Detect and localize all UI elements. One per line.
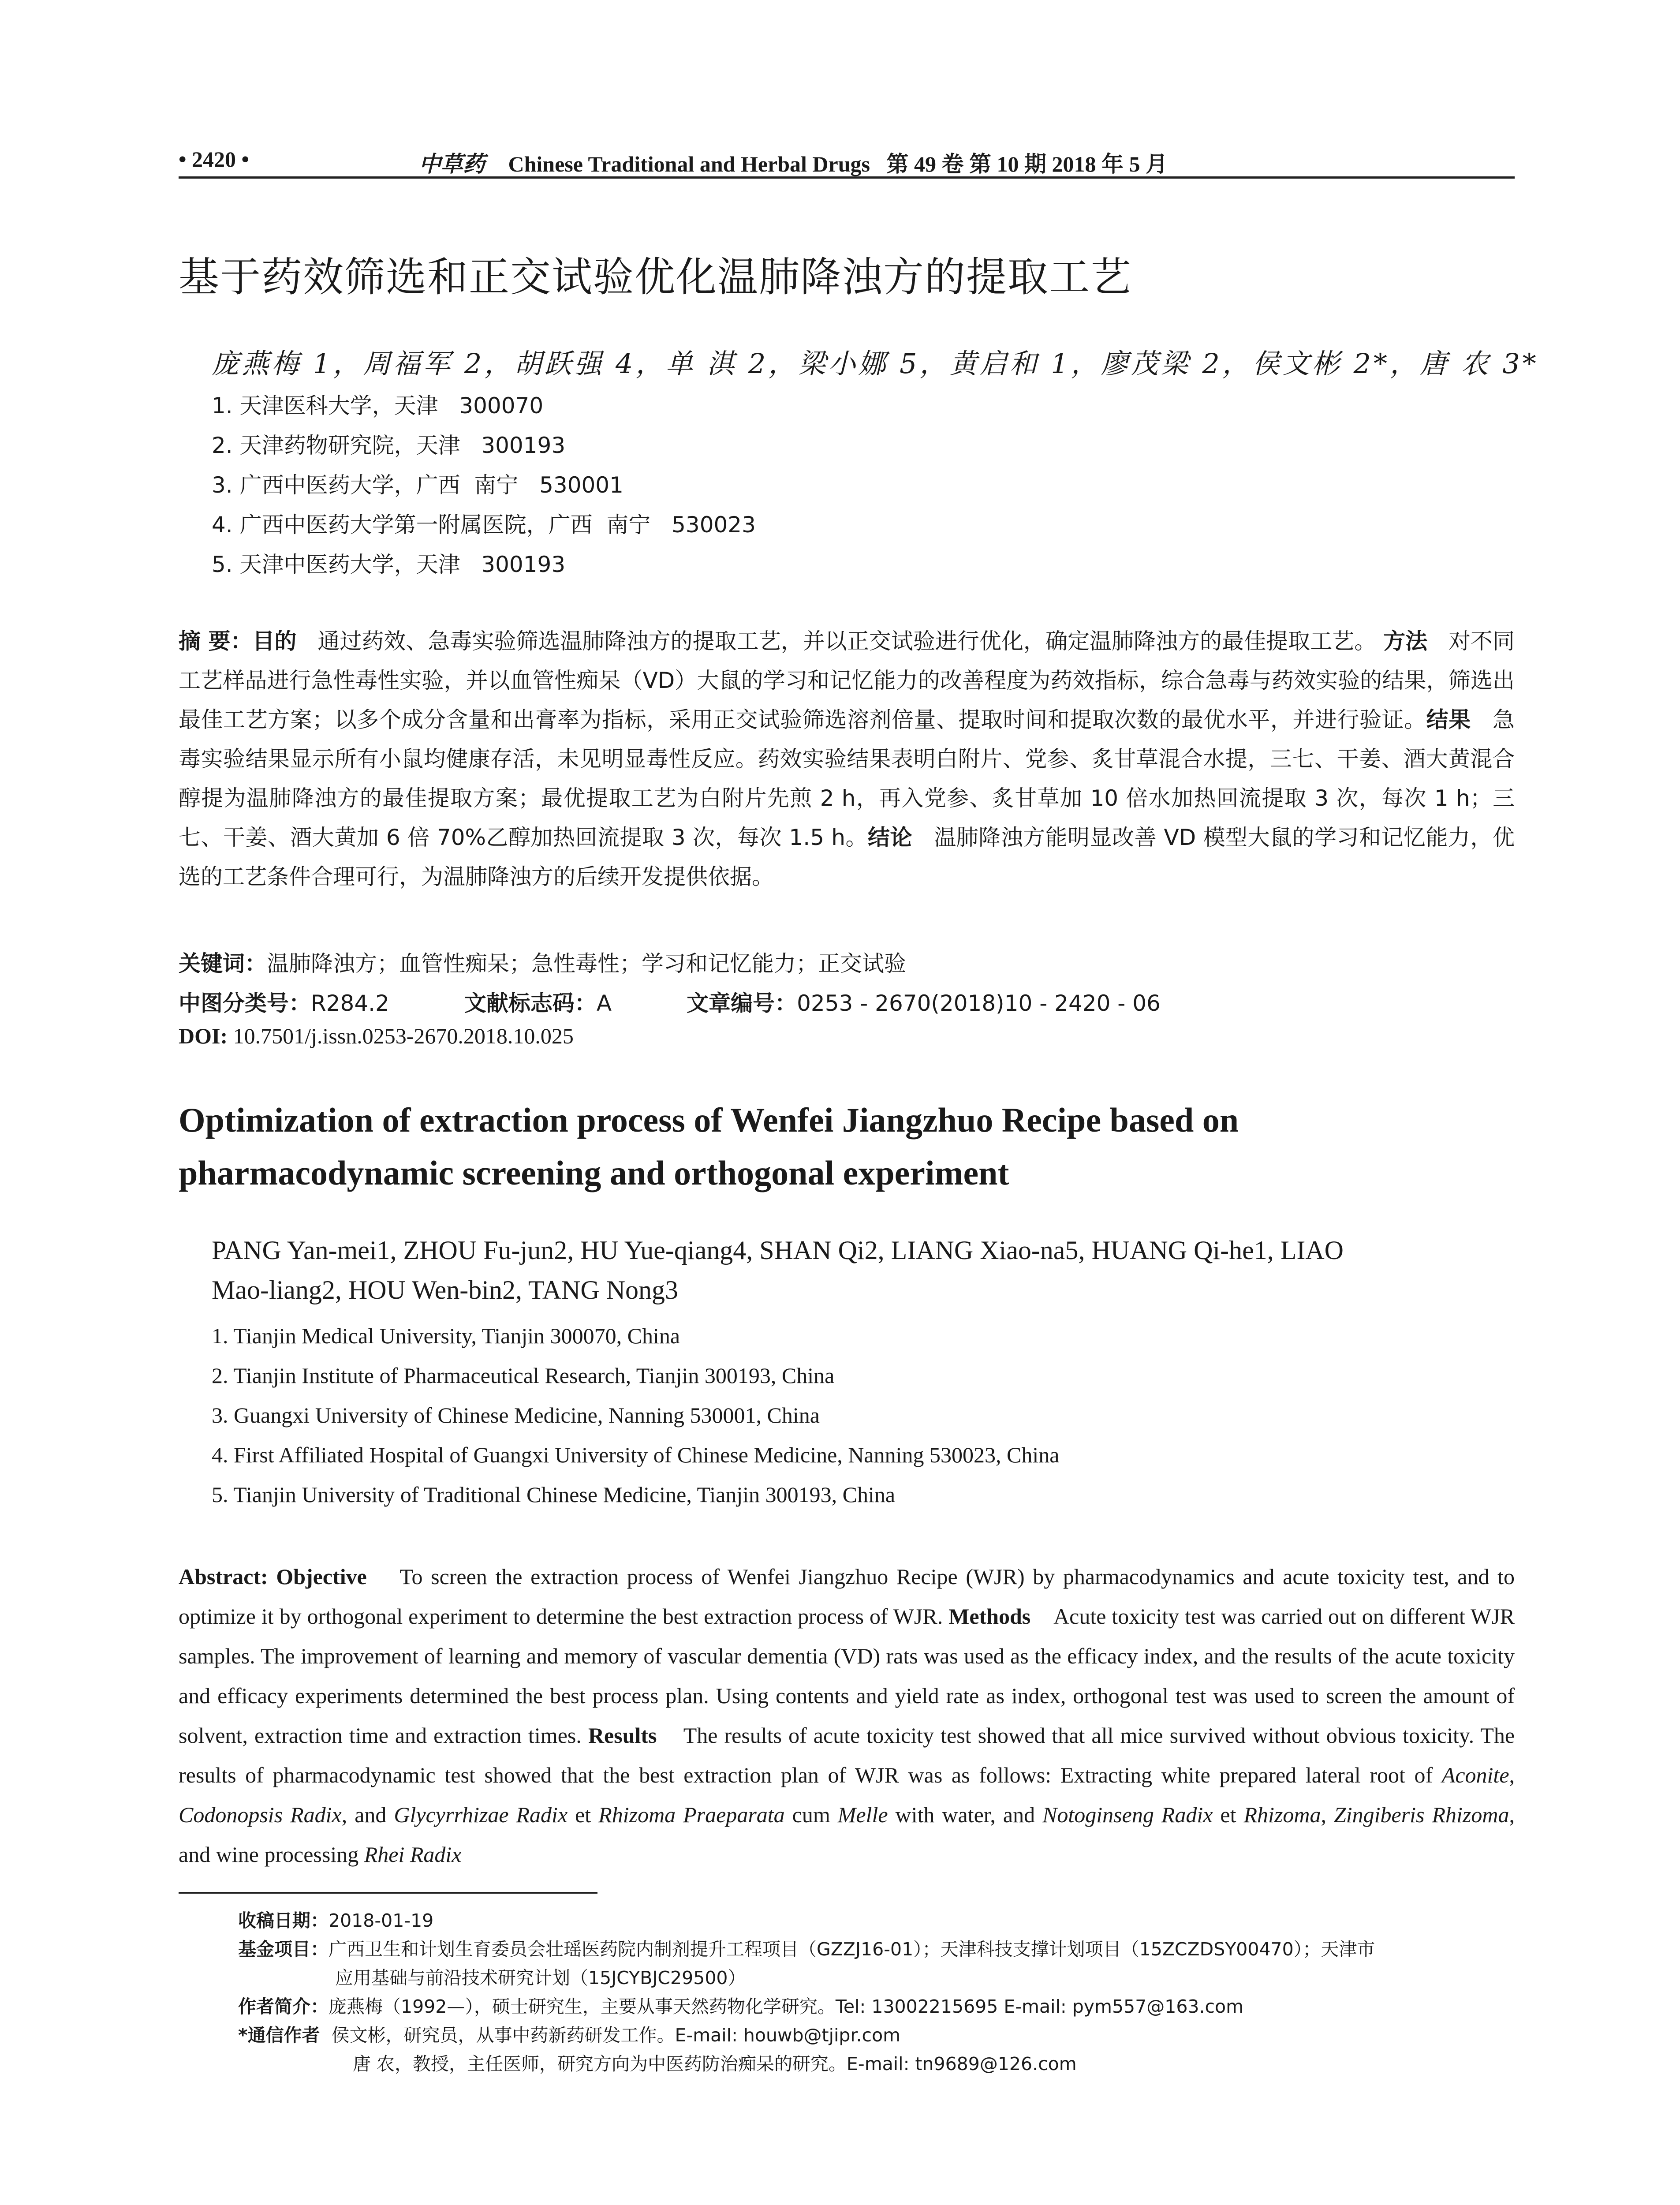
affiliation-en-2: 2. Tianjin Institute of Pharmaceutical Research, Tianjin 300193, China xyxy=(212,1363,835,1388)
keywords-text: 温肺降浊方；血管性痴呆；急性毒性；学习和记忆能力；正交试验 xyxy=(267,951,906,976)
methods-text-en: Acute toxicity test was carried out on different WJR samples. The improvement of learning and memory of vascular dementia (VD) rats was used as the efficacy index, and the results of the acute toxicity and efficacy experiments determined the best process plan. Using contents and yield rate as index, orthogonal test was used to screen the amount of solvent, extraction time and extraction times. xyxy=(179,1604,1515,1748)
footnote-received xyxy=(238,1907,1515,1934)
herb-rhizoma: Rhizoma xyxy=(1243,1802,1321,1827)
journal-name-en: Chinese Traditional and Herbal Drugs xyxy=(508,152,870,176)
affiliation-en-5: 5. Tianjin University of Traditional Chinese Medicine, Tianjin 300193, China xyxy=(212,1482,896,1507)
affiliation-en-4: 4. First Affiliated Hospital of Guangxi University of Chinese Medicine, Nanning 530023, China xyxy=(212,1443,1060,1467)
article-value: 0253 - 2670(2018)10 - 2420 - 06 xyxy=(797,990,1161,1016)
footnote-corresponding-2: 唐 农，教授，主任医师，研究方向为中医药防治痴呆的研究。E-mail: tn9689@126.com xyxy=(353,2053,1077,2074)
footnote-bio xyxy=(238,1993,1515,2020)
header-rule xyxy=(179,176,1515,179)
methods-text-cn: 对不同工艺样品进行急性毒性实验，并以血管性痴呆（VD）大鼠的学习和记忆能力的改善程度为药效指标，综合急毒与药效实验的结果，筛选出最佳工艺方案；以多个成分含量和出膏率为指标，采用正交试验筛选溶剂倍量、提取时间和提取次数的最优水平，并进行验证。 xyxy=(179,628,1515,733)
conj-et: et xyxy=(575,1802,591,1827)
page-number: • 2420 • xyxy=(179,147,250,172)
title-en: Optimization of extraction process of Wenfei Jiangzhuo Recipe based on pharmacodynamic screening and orthogonal experiment xyxy=(179,1101,1239,1192)
journal-title xyxy=(419,146,1168,178)
objective-label-cn: 目的 xyxy=(252,628,297,654)
objective-text-en: To screen the extraction process of Wenfei Jiangzhuo Recipe (WJR) by pharmacodynamics and acute toxicity test, and to optimize it by orthogonal experiment to determine the best extraction process of WJR. xyxy=(179,1564,1515,1629)
doi-link[interactable]: 10.7501/j.issn.0253-2670.2018.10.025 xyxy=(233,1024,574,1048)
affiliation-cn-5: 5. 天津中医药大学，天津 300193 xyxy=(212,552,566,577)
abstract-cn xyxy=(179,622,1515,897)
herb-aconite: Aconite xyxy=(1441,1763,1509,1787)
journal-name-cn: 中草药 xyxy=(419,152,485,176)
conj-et-2: et xyxy=(1220,1802,1236,1827)
results-label-cn: 结果 xyxy=(1426,707,1471,733)
affiliation-cn-4: 4. 广西中医药大学第一附属医院，广西 南宁 530023 xyxy=(212,512,756,538)
methods-label-cn: 方法 xyxy=(1383,628,1428,654)
issue-info: 第 49 卷 第 10 期 2018 年 5 月 xyxy=(886,152,1168,176)
herb-notoginseng: Notoginseng Radix xyxy=(1042,1802,1213,1827)
affiliation-cn-3: 3. 广西中医药大学，广西 南宁 530001 xyxy=(212,472,623,498)
conclusion-label-cn: 结论 xyxy=(868,825,913,850)
fund-text-1: 广西卫生和计划生育委员会壮瑶医药院内制剂提升工程项目（GZZJ16-01）；天津科技支撑计划项目（15ZCZDSY00470）；天津市 xyxy=(329,1939,1375,1960)
corr-label: *通信作者 xyxy=(238,2025,320,2046)
running-header xyxy=(179,140,1515,180)
bio-text: 庞燕梅（1992—），硕士研究生，主要从事天然药物化学研究。Tel: 13002215695 E-mail: pym557@163.com xyxy=(329,1996,1244,2017)
abstract-label-cn: 摘 要： xyxy=(179,628,253,654)
conclusion-text-cn: 温肺降浊方能明显改善 VD 模型大鼠的学习和记忆能力，优选的工艺条件合理可行，为温肺降浊方的后续开发提供依据。 xyxy=(179,825,1515,889)
conj-and: , and xyxy=(341,1802,387,1827)
affiliation-cn-2: 2. 天津药物研究院，天津 300193 xyxy=(212,433,566,458)
doc-label: 文献标志码： xyxy=(464,990,597,1016)
authors-en xyxy=(212,1230,1515,1310)
wine-text: , and wine processing xyxy=(179,1802,1515,1867)
affiliation-en-3: 3. Guangxi University of Chinese Medicine, Nanning 530001, China xyxy=(212,1403,820,1428)
doi-line xyxy=(179,1023,574,1049)
herb-zingiberis: Zingiberis Rhizoma xyxy=(1333,1802,1509,1827)
methods-label-en: Methods xyxy=(948,1604,1031,1629)
abstract-label-en: Abstract: Objective xyxy=(179,1564,367,1589)
objective-text-cn: 通过药效、急毒实验筛选温肺降浊方的提取工艺，并以正交试验进行优化，确定温肺降浊方的最佳提取工艺。 xyxy=(317,628,1377,654)
conj-cum: cum xyxy=(792,1802,830,1827)
title-cn: 基于药效筛选和正交试验优化温肺降浊方的提取工艺 xyxy=(179,254,1132,301)
authors-cn: 庞燕梅 1，周福军 2，胡跃强 4，单 淇 2，梁小娜 5，黄启和 1，廖茂梁 2，侯文彬 2*，唐 农 3* xyxy=(212,348,1539,380)
clc-label: 中图分类号： xyxy=(179,990,311,1016)
fund-label: 基金项目： xyxy=(238,1939,329,1960)
classification-line xyxy=(179,986,1161,1017)
herb-codonopsis: Codonopsis Radix xyxy=(179,1802,342,1827)
keywords-cn xyxy=(179,946,906,978)
received-label: 收稿日期： xyxy=(238,1910,329,1931)
clc-value: R284.2 xyxy=(311,990,389,1016)
herb-rhei: Rhei Radix xyxy=(364,1842,462,1867)
abstract-en: Abstract: Objective To screen the extraction process of Wenfei Jiangzhuo Recipe (WJR) by pharmacodynamics and acute toxicity test, and to optimize it by orthogonal experiment to determine the best extraction process of WJR. Methods Acute toxicity test was carried out on different WJR samples. The improvement of learning and memory of vascular dementia (VD) rats was used as the efficacy index, and the results of the acute toxicity and efficacy experiments determined the best process plan. Using contents and yield rate as index, orthogonal test was used to screen the amount of solvent, extraction time and extraction times. Results The results of acute toxicity test showed that all mice survived without obvious toxicity. The results of pharmacodynamic test showed that the best extraction plan of WJR was as follows: Extracting white prepared lateral root of Aconite, Codonopsis Radix, and Glycyrrhizae Radix et Rhizoma Praeparata cum Melle with water, and Notoginseng Radix et Rhizoma, Zingiberis Rhizoma, and wine processing Rhei Radix xyxy=(179,1564,1515,1867)
affiliation-cn-1: 1. 天津医科大学，天津 300070 xyxy=(212,393,544,419)
article-label: 文章编号： xyxy=(687,990,797,1016)
footnote-fund-cont: 应用基础与前沿技术研究计划（15JCYBJC29500） xyxy=(335,1967,746,1988)
doi-label: DOI: xyxy=(179,1024,228,1048)
with-water-text: with water, and xyxy=(895,1802,1035,1827)
herb-rhizoma-praeparata: Rhizoma Praeparata xyxy=(598,1802,785,1827)
results-label-en: Results xyxy=(588,1723,657,1748)
doc-value: A xyxy=(596,990,612,1016)
affiliation-en-1: 1. Tianjin Medical University, Tianjin 300070, China xyxy=(212,1323,680,1348)
received-value: 2018-01-19 xyxy=(329,1910,434,1931)
results-text-en: The results of acute toxicity test showed that all mice survived without obvious toxicity. The results of pharmacodynamic test showed that the best extraction plan of WJR was as follows: Extracting white prepared lateral root of xyxy=(179,1723,1515,1787)
footnote-rule xyxy=(179,1892,597,1894)
footnote-fund xyxy=(238,1936,1515,1962)
footnote-corresponding xyxy=(238,2022,1515,2048)
results-text-cn: 急毒实验结果显示所有小鼠均健康存活，未见明显毒性反应。药效实验结果表明白附片、党参、炙甘草混合水提，三七、干姜、酒大黄混合醇提为温肺降浊方的最佳提取方案；最优提取工艺为白附片先煎 2 h，再入党参、炙甘草加 10 倍水加热回流提取 3 次，每次 1 h；三七、干姜、酒大黄加 6 倍 70%乙醇加热回流提取 3 次，每次 1.5 h。 xyxy=(179,707,1515,850)
herb-melle: Melle xyxy=(837,1802,888,1827)
corr-text-1: 侯文彬，研究员，从事中药新药研发工作。E-mail: houwb@tjipr.com xyxy=(331,2025,901,2046)
herb-glycyrrhizae: Glycyrrhizae Radix xyxy=(394,1802,568,1827)
bio-label: 作者简介： xyxy=(238,1996,329,2017)
authors-en-line-2: Mao-liang2, HOU Wen-bin2, TANG Nong3 xyxy=(212,1275,679,1304)
keywords-label: 关键词： xyxy=(179,951,267,976)
authors-en-line-1: PANG Yan-mei1, ZHOU Fu-jun2, HU Yue-qiang4, SHAN Qi2, LIANG Xiao-na5, HUANG Qi-he1, LIAO xyxy=(212,1236,1344,1265)
